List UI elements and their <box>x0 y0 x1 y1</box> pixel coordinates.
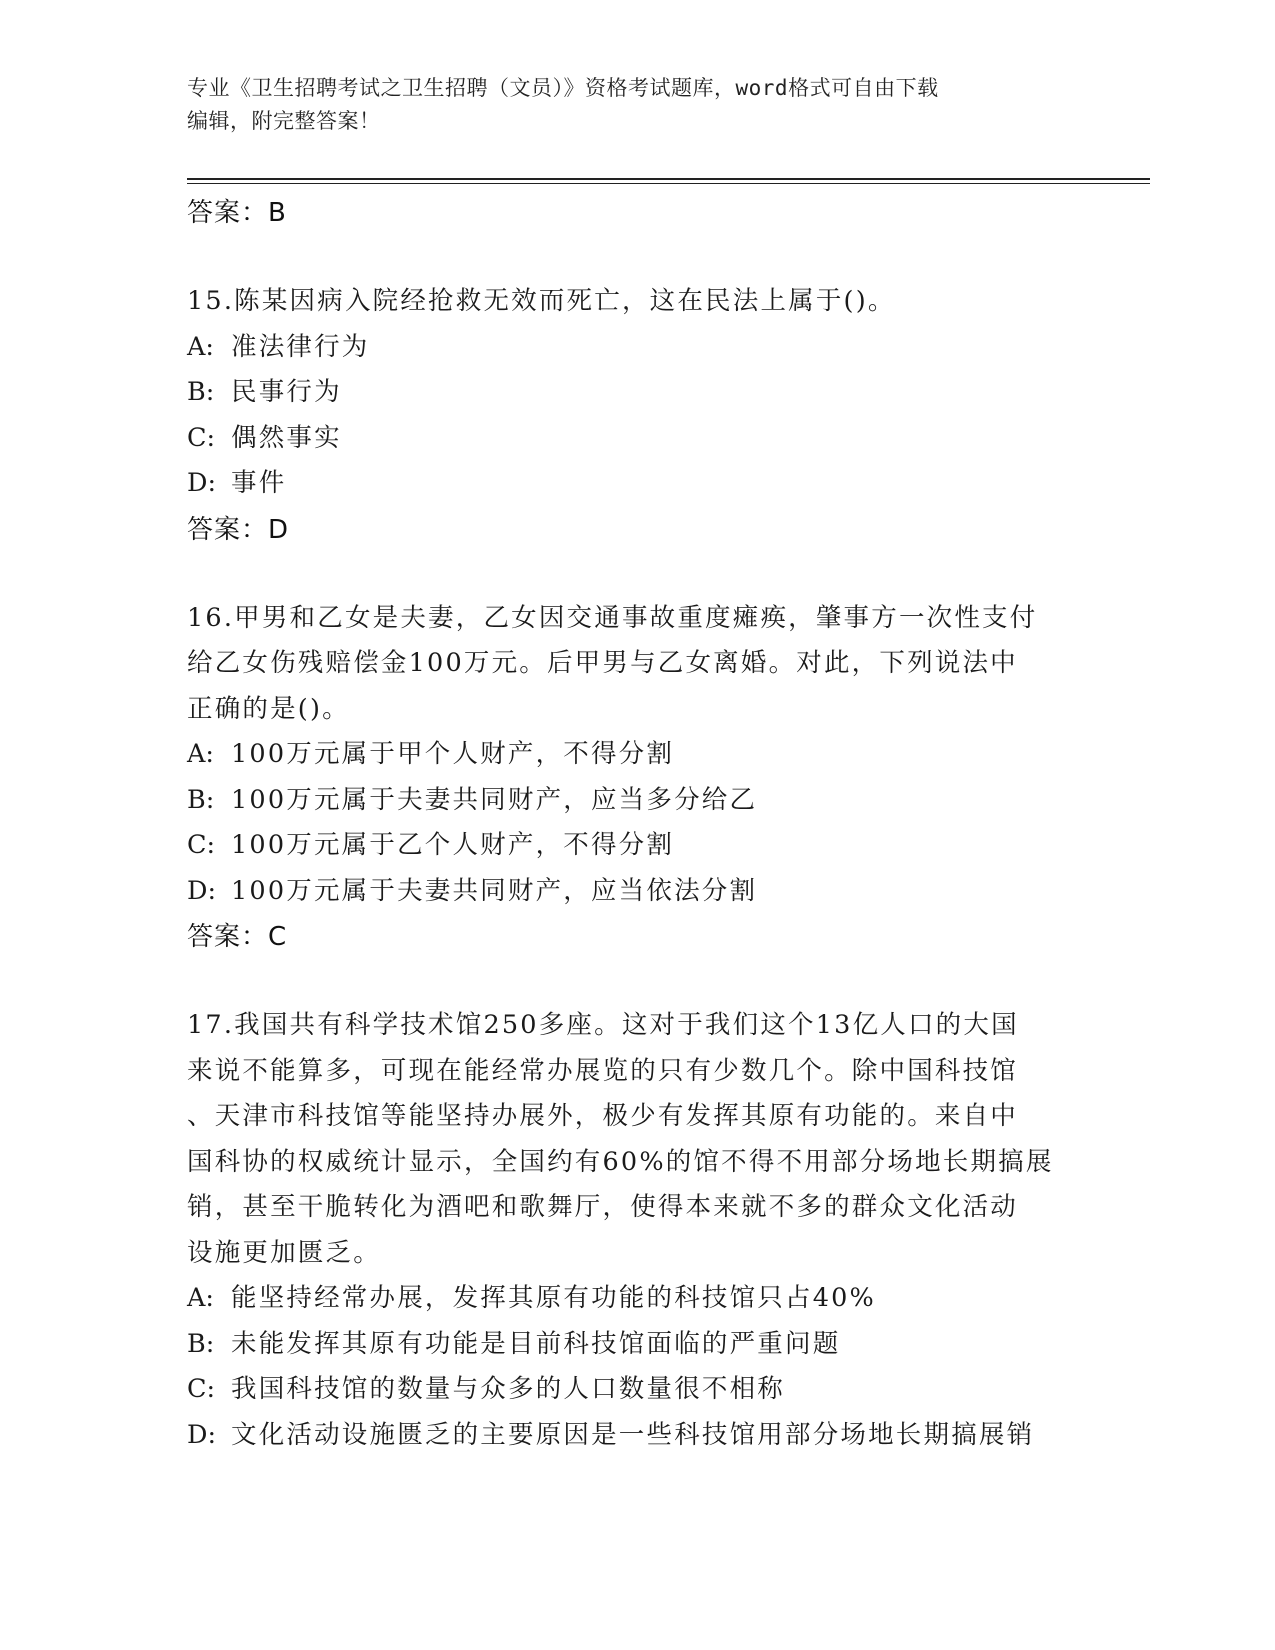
option-b <box>187 778 1092 824</box>
question-stem-line: 15.陈某因病入院经抢救无效而死亡，这在民法上属于()。 <box>187 286 896 316</box>
question-stem <box>187 279 1092 325</box>
option-c <box>187 823 1092 869</box>
option-letter: D: <box>187 468 217 498</box>
option-letter: C: <box>187 1374 216 1404</box>
question-15 <box>187 279 1092 553</box>
option-d <box>187 869 1092 915</box>
option-text: 我国科技馆的数量与众多的人口数量很不相称 <box>231 1374 786 1404</box>
question-16 <box>187 596 1092 961</box>
spacer <box>187 553 1092 596</box>
option-letter: A: <box>187 331 215 362</box>
document-header <box>187 72 1087 138</box>
answer-line: 答案：C <box>187 922 288 952</box>
option-text: 100万元属于夫妻共同财产，应当依法分割 <box>231 875 758 906</box>
question-stem-line: 16.甲男和乙女是夫妻，乙女因交通事故重度瘫痪，肇事方一次性支付 <box>187 602 1038 633</box>
question-stem-line: 设施更加匮乏。 <box>187 1237 381 1268</box>
spacer <box>187 960 1092 1003</box>
header-title-line-1: 专业《卫生招聘考试之卫生招聘（文员）》资格考试题库，word格式可自由下载 <box>187 76 939 100</box>
answer-line: 答案：D <box>187 514 290 545</box>
option-text: 偶然事实 <box>231 422 342 453</box>
option-letter: A: <box>187 1283 215 1313</box>
option-letter: C: <box>187 830 216 860</box>
option-b <box>187 1322 1092 1368</box>
option-letter: B: <box>187 377 215 407</box>
option-c <box>187 1367 1092 1413</box>
question-17 <box>187 1003 1092 1458</box>
question-list <box>187 190 1092 1458</box>
option-text: 100万元属于甲个人财产，不得分割 <box>231 739 675 769</box>
question-stem-line: 、天津市科技馆等能坚持办展外，极少有发挥其原有功能的。来自中 <box>187 1101 1019 1131</box>
option-c <box>187 416 1092 462</box>
option-letter: D: <box>187 1419 217 1450</box>
option-text: 100万元属于夫妻共同财产，应当多分给乙 <box>231 784 758 815</box>
option-text: 能坚持经常办展，发挥其原有功能的科技馆只占40% <box>231 1283 876 1313</box>
question-stem-line: 17.我国共有科学技术馆250多座。这对于我们这个13亿人口的大国 <box>187 1010 1019 1040</box>
header-divider-thin <box>187 183 1150 184</box>
question-stem-line: 销，甚至干脆转化为酒吧和歌舞厅，使得本来就不多的群众文化活动 <box>187 1192 1019 1222</box>
option-d <box>187 461 1092 507</box>
question-stem-line: 正确的是()。 <box>187 693 350 724</box>
option-a <box>187 1276 1092 1322</box>
question-stem <box>187 596 1092 733</box>
question-stem-line: 国科协的权威统计显示，全国约有60%的馆不得不用部分场地长期搞展 <box>187 1146 1054 1177</box>
option-text: 文化活动设施匮乏的主要原因是一些科技馆用部分场地长期搞展销 <box>231 1419 1035 1450</box>
option-d <box>187 1413 1092 1459</box>
option-text: 未能发挥其原有功能是目前科技馆面临的严重问题 <box>231 1328 841 1359</box>
question-stem <box>187 1003 1092 1276</box>
option-letter: A: <box>187 739 215 769</box>
option-letter: B: <box>187 1328 215 1359</box>
option-text: 事件 <box>231 468 287 498</box>
question-stem-line: 来说不能算多，可现在能经常办展览的只有少数几个。除中国科技馆 <box>187 1055 1019 1086</box>
option-b <box>187 370 1092 416</box>
spacer <box>187 236 1092 279</box>
option-letter: D: <box>187 875 217 906</box>
option-text: 准法律行为 <box>231 331 370 362</box>
option-a <box>187 732 1092 778</box>
option-text: 100万元属于乙个人财产，不得分割 <box>231 830 675 860</box>
option-letter: B: <box>187 784 215 815</box>
option-a <box>187 325 1092 371</box>
previous-answer: 答案：B <box>187 198 287 228</box>
header-title-line-2: 编辑，附完整答案！ <box>187 109 381 133</box>
option-letter: C: <box>187 422 216 453</box>
option-text: 民事行为 <box>231 377 342 407</box>
question-stem-line: 给乙女伤残赔偿金100万元。后甲男与乙女离婚。对此，下列说法中 <box>187 648 1018 678</box>
header-divider-thick <box>187 178 1150 180</box>
